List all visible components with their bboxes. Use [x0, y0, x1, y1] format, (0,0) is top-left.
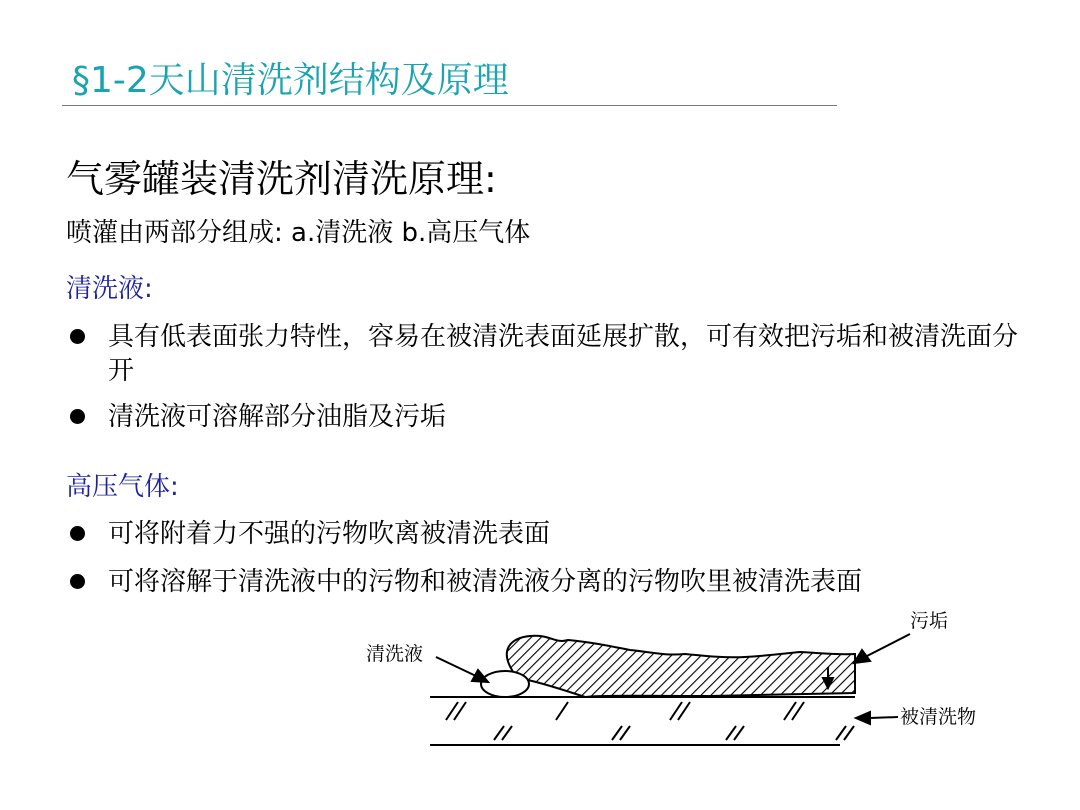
- bullet-text: 可将附着力不强的污物吹离被清洗表面: [108, 519, 551, 549]
- list-item: [68, 400, 1028, 434]
- object-hatch-marks: [446, 702, 854, 740]
- bullet-text: 可将溶解于清洗液中的污物和被清洗液分离的污物吹里被清洗表面: [108, 567, 863, 597]
- gas-bullet-list: [68, 517, 1028, 599]
- bullet-text: 清洗液可溶解部分油脂及污垢: [108, 402, 447, 432]
- liquid-bullet-list: [68, 320, 1028, 434]
- slide-title: §1-2天山清洗剂结构及原理: [72, 60, 509, 101]
- list-item: [68, 565, 1028, 599]
- diagram-label-liquid: 清洗液: [366, 643, 424, 665]
- bullet-icon: [70, 526, 85, 541]
- bullet-icon: [70, 409, 85, 424]
- list-item: [68, 517, 1028, 551]
- section-label-liquid: 清洗液:: [66, 274, 153, 304]
- list-item: [68, 320, 1028, 388]
- diagram-label-dirt: 污垢: [910, 610, 949, 632]
- main-heading: 气雾罐装清洗剂清洗原理:: [66, 157, 497, 201]
- bullet-text: 具有低表面张力特性，容易在被清洗表面延展扩散，可有效把污垢和被清洗面分开: [108, 322, 1019, 386]
- liquid-droplet: [481, 671, 529, 697]
- dirt-layer: [507, 636, 855, 697]
- cleaning-diagram: [350, 600, 1010, 760]
- bullet-icon: [70, 329, 85, 344]
- title-divider: [62, 105, 837, 106]
- section-label-gas: 高压气体:: [66, 472, 179, 502]
- intro-text: 喷灌由两部分组成: a.清洗液 b.高压气体: [66, 218, 531, 248]
- bullet-icon: [70, 574, 85, 589]
- diagram-label-object: 被清洗物: [900, 706, 977, 728]
